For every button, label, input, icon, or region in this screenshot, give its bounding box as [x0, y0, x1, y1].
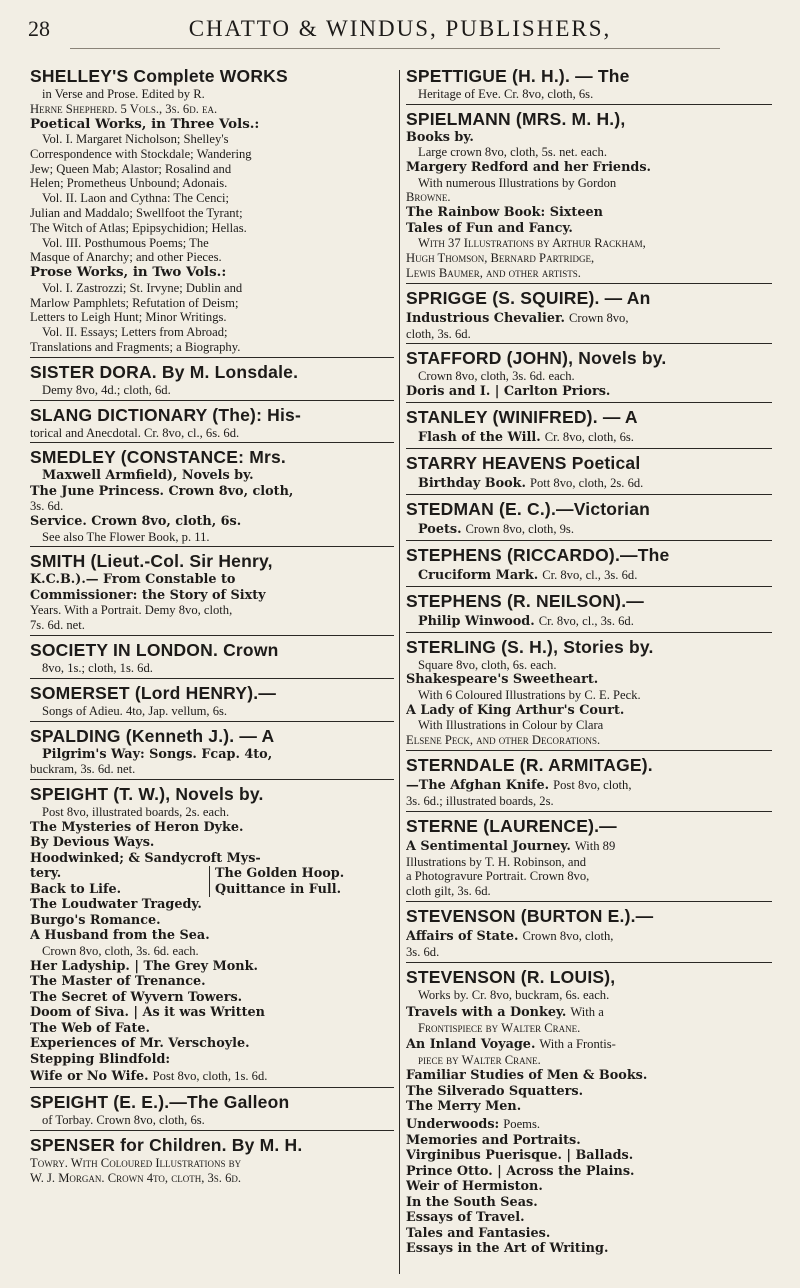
- entry-text: 7s. 6d. net.: [30, 618, 85, 633]
- entry-heading: SPRIGGE (S. SQUIRE). — An: [406, 287, 651, 308]
- book-title: Hoodwinked; & Sandycroft Mys-: [30, 850, 261, 866]
- entry-text: cloth gilt, 3s. 6d.: [406, 884, 491, 899]
- entry-sister-dora: [30, 362, 394, 401]
- entry-text: Towry. With Coloured Illustrations by: [30, 1155, 242, 1170]
- title-pair: [30, 866, 394, 897]
- entry-text: Letters to Leigh Hunt; Minor Writings.: [30, 310, 227, 325]
- entry-text: a Photogravure Portrait. Crown 8vo,: [406, 869, 590, 884]
- entry-heading: SMITH (Lieut.-Col. Sir Henry,: [30, 551, 273, 572]
- entry-text: With a Frontis-: [539, 1037, 616, 1052]
- book-title: Underwoods:: [406, 1116, 500, 1132]
- entry-heading: SPALDING (Kenneth J.). — A: [30, 725, 275, 746]
- entry-text: Julian and Maddalo; Swellfoot the Tyrant;: [30, 206, 243, 221]
- entry-text: Crown 8vo, cloth, 3s. 6d. each.: [42, 943, 199, 958]
- entry-heading: SOMERSET (Lord HENRY).—: [30, 682, 277, 703]
- book-title: A Lady of King Arthur's Court.: [406, 702, 625, 718]
- entry-text: in Verse and Prose. Edited by R.: [42, 87, 205, 101]
- book-title: Wife or No Wife.: [30, 1069, 149, 1085]
- entry-text: Pott 8vo, cloth, 2s. 6d.: [529, 475, 644, 490]
- entry-text: Cr. 8vo, cloth, 6s.: [544, 429, 634, 444]
- running-head: CHATTO & WINDUS, PUBLISHERS,: [188, 16, 612, 41]
- entry-text: Post 8vo, cloth,: [553, 777, 632, 792]
- entry-text: 3s. 6d.: [406, 945, 440, 960]
- book-title: Maxwell Armfield), Novels by.: [42, 468, 254, 484]
- entry-text: Translations and Fragments; a Biography.: [30, 339, 241, 354]
- entry-speight-ee: [30, 1092, 394, 1131]
- book-title: In the South Seas.: [406, 1194, 538, 1210]
- book-title: Philip Winwood.: [418, 613, 535, 629]
- entry-text: With 6 Coloured Illustrations by C. E. Peck.: [418, 687, 641, 702]
- book-title: Essays of Travel.: [406, 1210, 525, 1226]
- book-title: Quittance in Full.: [215, 881, 342, 897]
- book-title: Books by.: [406, 129, 474, 145]
- entry-heading: STEVENSON (BURTON E.).—: [406, 906, 654, 927]
- entry-heading: SLANG DICTIONARY (The): His-: [30, 404, 302, 425]
- entry-somerset: [30, 683, 394, 722]
- entry-text: The Witch of Atlas; Epipsychidion; Hellas.: [30, 220, 247, 235]
- book-title: tery.: [30, 866, 62, 882]
- entry-heading: SOCIETY IN LONDON. Crown: [30, 640, 279, 661]
- book-title: The Secret of Wyvern Towers.: [30, 989, 243, 1005]
- entry-text: Cr. 8vo, cl., 3s. 6d.: [538, 613, 634, 628]
- entry-text: Crown 8vo, cloth, 3s. 6d. each.: [418, 369, 575, 384]
- entry-text: With a: [570, 1004, 604, 1019]
- book-title: Flash of the Will.: [418, 429, 541, 445]
- entry-spielmann: [406, 109, 772, 284]
- page-number: 28: [28, 16, 50, 41]
- book-title: Service. Crown 8vo, cloth, 6s.: [30, 514, 242, 530]
- entry-slang: [30, 405, 394, 444]
- left-column: [30, 66, 394, 1278]
- book-title: Tales and Fantasies.: [406, 1225, 551, 1241]
- book-title: Industrious Chevalier.: [406, 310, 566, 326]
- entry-text: Frontispiece by Walter Crane.: [418, 1020, 581, 1035]
- entry-text: Songs of Adieu. 4to, Jap. vellum, 6s.: [42, 703, 228, 718]
- entry-heading: SPEIGHT (T. W.), Novels by.: [30, 783, 264, 804]
- entry-sprigge: [406, 288, 772, 345]
- book-title: Prince Otto. | Across the Plains.: [406, 1163, 635, 1179]
- entry-text: Square 8vo, cloth, 6s. each.: [418, 657, 557, 672]
- book-title: Essays in the Art of Writing.: [406, 1241, 609, 1257]
- book-title: An Inland Voyage.: [406, 1037, 536, 1053]
- book-title: Tales of Fun and Fancy.: [406, 220, 573, 236]
- entry-text: 3s. 6d.: [30, 499, 64, 514]
- entry-text: buckram, 3s. 6d. net.: [30, 762, 136, 777]
- entry-stevenson-burton: [406, 906, 772, 963]
- entry-text: Vol. III. Posthumous Poems; The: [42, 235, 209, 250]
- book-title: K.C.B.).— From Constable to: [30, 572, 236, 588]
- entry-text: With Illustrations in Colour by Clara: [418, 718, 604, 733]
- entry-text: Vol. II. Essays; Letters from Abroad;: [42, 325, 228, 340]
- entry-sterndale: [406, 755, 772, 812]
- book-title: A Sentimental Journey.: [406, 838, 571, 854]
- book-title: The Loudwater Tragedy.: [30, 897, 202, 913]
- book-title: The Golden Hoop.: [215, 866, 345, 882]
- entry-text: Lewis Baumer, and other artists.: [406, 265, 581, 280]
- entry-text: piece by Walter Crane.: [418, 1053, 541, 1068]
- book-title: Margery Redford and her Friends.: [406, 160, 651, 176]
- entry-text: Browne.: [406, 190, 451, 205]
- book-title: Familiar Studies of Men & Books.: [406, 1068, 648, 1084]
- book-title: Burgo's Romance.: [30, 912, 161, 928]
- entry-heading: SPETTIGUE (H. H.). — The: [406, 66, 630, 86]
- book-title: The June Princess. Crown 8vo, cloth,: [30, 483, 294, 499]
- entry-heading: SMEDLEY (CONSTANCE: Mrs.: [30, 447, 286, 468]
- entry-stafford: [406, 348, 772, 402]
- entry-heading: SPIELMANN (MRS. M. H.),: [406, 108, 626, 129]
- book-title: The Master of Trenance.: [30, 974, 206, 990]
- book-title: Stepping Blindfold:: [30, 1051, 171, 1067]
- book-title: Doom of Siva. | As it was Written: [30, 1005, 265, 1021]
- book-title: The Merry Men.: [406, 1099, 522, 1115]
- entry-heading: STARRY HEAVENS Poetical: [406, 452, 641, 473]
- book-title: Cruciform Mark.: [418, 567, 539, 583]
- entry-text: Vol. I. Margaret Nicholson; Shelley's: [42, 132, 229, 147]
- book-title: —The Afghan Knife.: [406, 777, 550, 793]
- book-title: Prose Works, in Two Vols.:: [30, 264, 227, 281]
- entry-spenser: [30, 1135, 394, 1188]
- entry-text: With numerous Illustrations by Gordon: [418, 175, 617, 190]
- book-title: By Devious Ways.: [30, 835, 155, 851]
- entry-text: Crown 8vo,: [569, 310, 629, 325]
- entry-text: torical and Anecdotal. Cr. 8vo, cl., 6s. 6d.: [30, 425, 240, 440]
- entry-text: Cr. 8vo, cl., 3s. 6d.: [542, 567, 638, 582]
- entry-text: Demy 8vo, 4d.; cloth, 6d.: [42, 382, 171, 397]
- entry-heading: STERLING (S. H.), Stories by.: [406, 636, 654, 657]
- entry-stevenson-rl: [406, 967, 772, 1259]
- entry-text: Crown 8vo, cloth,: [522, 929, 614, 944]
- entry-heading: SHELLEY'S Complete WORKS: [30, 66, 288, 86]
- book-title: Affairs of State.: [406, 929, 519, 945]
- entry-text: Hugh Thomson, Bernard Partridge,: [406, 250, 595, 265]
- entry-stanley: [406, 407, 772, 449]
- page-header: [28, 12, 772, 46]
- entry-text: Years. With a Portrait. Demy 8vo, cloth,: [30, 603, 233, 618]
- entry-text: Post 8vo, illustrated boards, 2s. each.: [42, 804, 230, 819]
- book-title: Travels with a Donkey.: [406, 1004, 567, 1020]
- entry-text: of Torbay. Crown 8vo, cloth, 6s.: [42, 1113, 205, 1128]
- book-title: Weir of Hermiston.: [406, 1179, 543, 1195]
- entry-heading: STEDMAN (E. C.).—Victorian: [406, 498, 651, 519]
- entry-heading: SISTER DORA. By M. Lonsdale.: [30, 361, 299, 382]
- entry-stephens-riccardo: [406, 545, 772, 587]
- entry-stephens-neilson: [406, 591, 772, 633]
- entry-smedley: [30, 447, 394, 547]
- entry-text: See also The Flower Book, p. 11.: [42, 529, 210, 544]
- entry-heading: STEVENSON (R. LOUIS),: [406, 966, 616, 987]
- entry-sterne: [406, 816, 772, 902]
- book-title: The Web of Fate.: [30, 1020, 150, 1036]
- entry-text: Jew; Queen Mab; Alastor; Rosalind and: [30, 161, 232, 176]
- entry-text: Herne Shepherd. 5 Vols., 3s. 6d. ea.: [30, 101, 218, 116]
- book-title: Her Ladyship. | The Grey Monk.: [30, 958, 258, 974]
- entry-society: [30, 640, 394, 679]
- entry-heading: SPENSER for Children. By M. H.: [30, 1134, 303, 1155]
- book-title: Birthday Book.: [418, 475, 526, 491]
- entry-stedman: [406, 499, 772, 541]
- book-title: A Husband from the Sea.: [30, 928, 210, 944]
- book-title: Back to Life.: [30, 881, 122, 897]
- book-title: Memories and Portraits.: [406, 1132, 581, 1148]
- entry-text: cloth, 3s. 6d.: [406, 326, 471, 341]
- entry-text: Crown 8vo, cloth, 9s.: [465, 521, 574, 536]
- column-divider: [399, 70, 400, 1274]
- entry-spalding: [30, 726, 394, 780]
- entry-text: Vol. II. Laon and Cythna: The Cenci;: [42, 191, 230, 206]
- book-title: Poetical Works, in Three Vols.:: [30, 115, 260, 132]
- book-title: The Silverado Squatters.: [406, 1083, 584, 1099]
- entry-heading: STEPHENS (RICCARDO).—The: [406, 544, 670, 565]
- entry-heading: SPEIGHT (E. E.).—The Galleon: [30, 1092, 290, 1113]
- entry-text: With 37 Illustrations by Arthur Rackham,: [418, 236, 646, 251]
- entry-text: Correspondence with Stockdale; Wandering: [30, 146, 252, 161]
- entry-heading: STAFFORD (JOHN), Novels by.: [406, 348, 667, 369]
- entry-text: Heritage of Eve. Cr. 8vo, cloth, 6s.: [418, 87, 594, 101]
- entry-heading: STERNE (LAURENCE).—: [406, 815, 617, 836]
- header-rule: [70, 48, 720, 49]
- book-title: Poets.: [418, 521, 462, 537]
- book-title: Pilgrim's Way: Songs. Fcap. 4to,: [42, 746, 273, 762]
- entry-text: Elsene Peck, and other Decorations.: [406, 733, 601, 748]
- book-title: The Mysteries of Heron Dyke.: [30, 819, 244, 835]
- entry-heading: STANLEY (WINIFRED). — A: [406, 406, 638, 427]
- book-title: Doris and I. | Carlton Priors.: [406, 384, 611, 400]
- entry-text: Large crown 8vo, cloth, 5s. net. each.: [418, 145, 607, 160]
- entry-heading: STEPHENS (R. NEILSON).—: [406, 590, 644, 611]
- book-title: Virginibus Puerisque. | Ballads.: [406, 1148, 634, 1164]
- book-title: Commissioner: the Story of Sixty: [30, 587, 266, 603]
- entry-text: Poems.: [503, 1116, 541, 1131]
- entry-starry: [406, 453, 772, 495]
- entry-sterling: [406, 637, 772, 751]
- entry-text: Masque of Anarchy; and other Pieces.: [30, 250, 222, 265]
- entry-text: Works by. Cr. 8vo, buckram, 6s. each.: [418, 987, 610, 1002]
- entry-text: Post 8vo, cloth, 1s. 6d.: [152, 1069, 268, 1084]
- right-column: [406, 66, 772, 1278]
- book-title: Shakespeare's Sweetheart.: [406, 672, 599, 688]
- entry-text: 8vo, 1s.; cloth, 1s. 6d.: [42, 661, 153, 676]
- book-title: The Rainbow Book: Sixteen: [406, 205, 603, 221]
- entry-shelley: [30, 66, 394, 358]
- book-title: Experiences of Mr. Verschoyle.: [30, 1036, 250, 1052]
- entry-text: Marlow Pamphlets; Refutation of Deism;: [30, 295, 239, 310]
- entry-heading: STERNDALE (R. ARMITAGE).: [406, 754, 653, 775]
- entry-text: 3s. 6d.; illustrated boards, 2s.: [406, 793, 554, 808]
- entry-spettigue: [406, 66, 772, 105]
- entry-smith: [30, 551, 394, 636]
- entry-text: Helen; Prometheus Unbound; Adonais.: [30, 176, 228, 191]
- entry-speight-tw: [30, 784, 394, 1088]
- entry-text: With 89: [574, 838, 616, 853]
- entry-text: W. J. Morgan. Crown 4to, cloth, 3s. 6d.: [30, 1170, 242, 1185]
- entry-text: Illustrations by T. H. Robinson, and: [406, 854, 587, 869]
- entry-text: Vol. I. Zastrozzi; St. Irvyne; Dublin and: [42, 280, 243, 295]
